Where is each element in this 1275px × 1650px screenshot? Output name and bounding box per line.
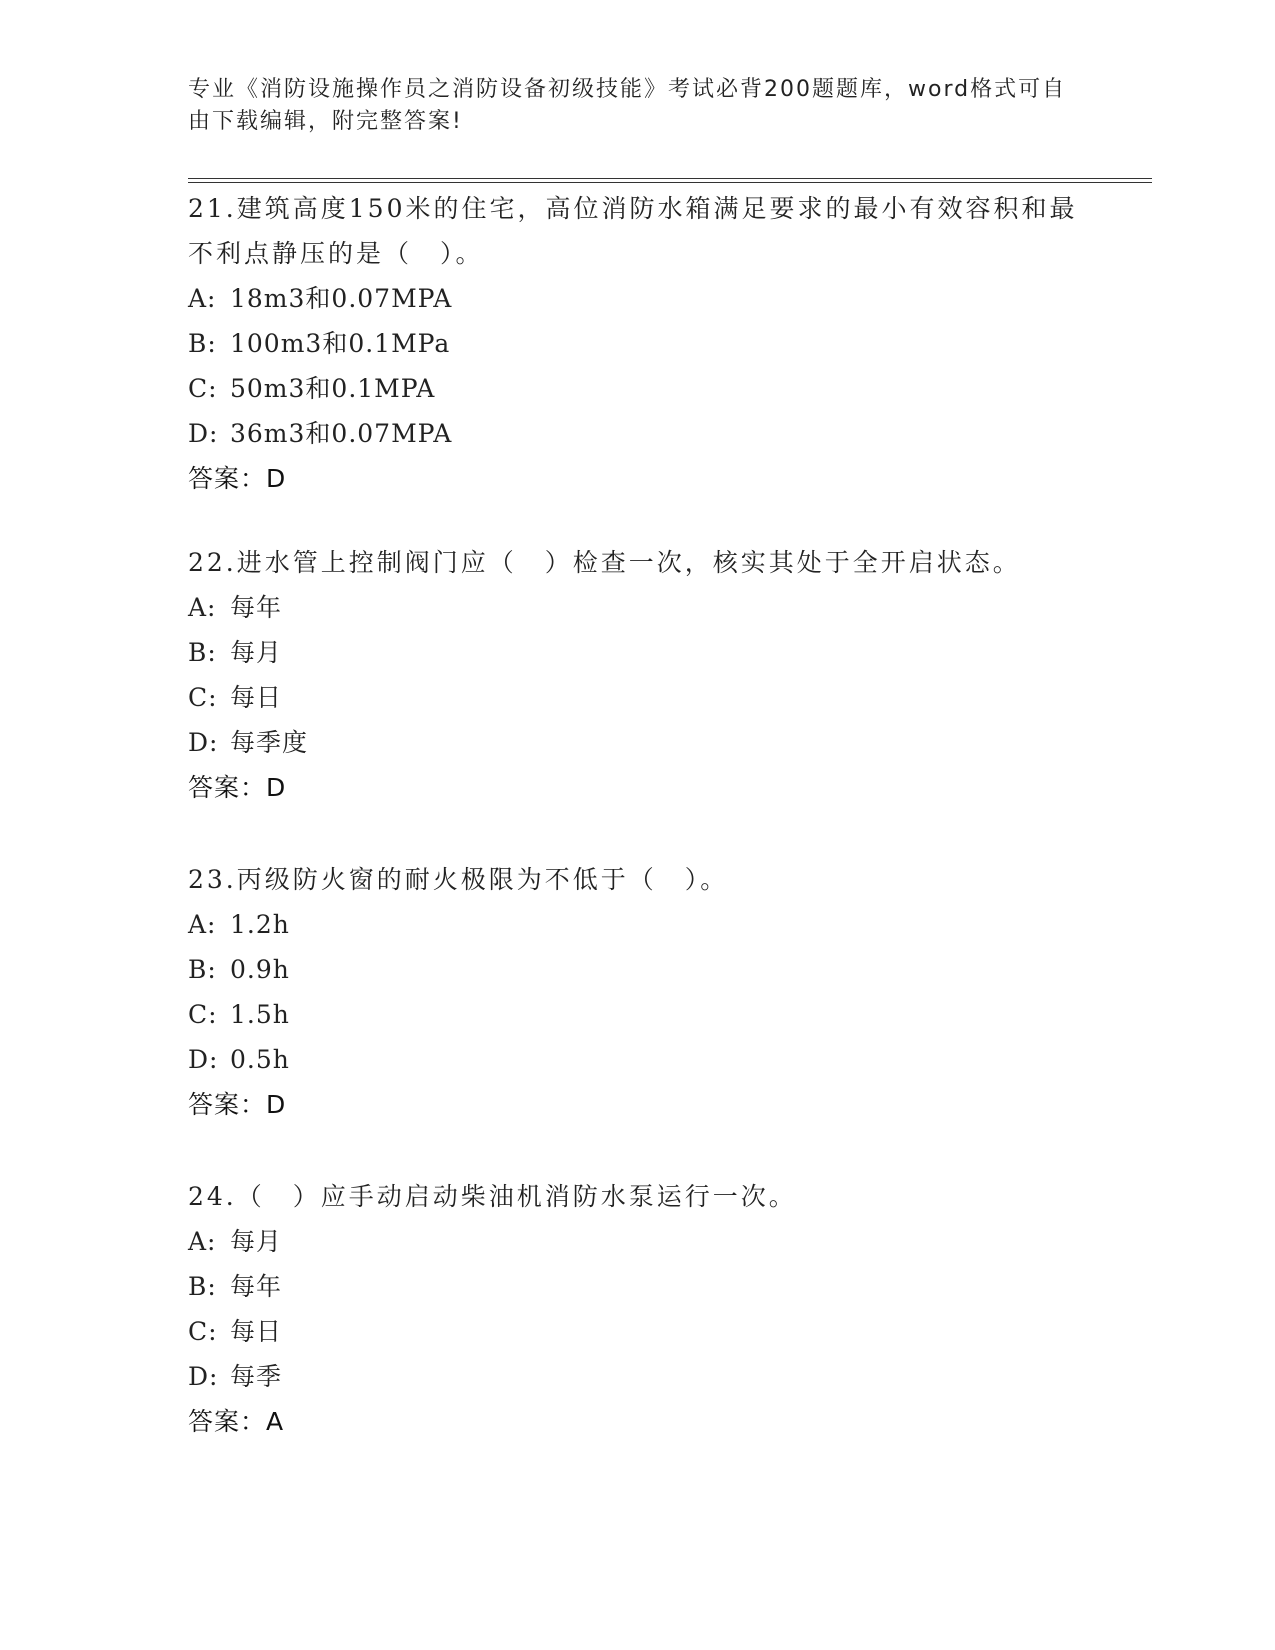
- option-d: [188, 1037, 1088, 1082]
- option-letter: A:: [188, 284, 217, 313]
- option-text: 0.9h: [230, 955, 290, 984]
- option-a: [188, 1219, 1088, 1264]
- option-a: [188, 276, 1088, 321]
- option-letter: A:: [188, 910, 217, 939]
- option-letter: B:: [188, 638, 217, 667]
- option-b: [188, 1264, 1088, 1309]
- option-a: [188, 902, 1088, 947]
- option-text: 1.2h: [230, 910, 290, 939]
- option-text: 每月: [230, 1227, 283, 1256]
- option-text: 每季: [230, 1362, 283, 1391]
- question-stem: 23.丙级防火窗的耐火极限为不低于（ ）。: [188, 865, 729, 894]
- header-divider-top: [188, 178, 1152, 179]
- option-letter: B:: [188, 1272, 217, 1301]
- option-text: 每日: [230, 683, 283, 712]
- option-text: 每日: [230, 1317, 283, 1346]
- option-text: 每月: [230, 638, 283, 667]
- option-d: [188, 1354, 1088, 1399]
- option-letter: D:: [188, 728, 219, 757]
- question-22: [188, 540, 1088, 810]
- option-text: 36m3和0.07MPA: [230, 419, 453, 448]
- option-letter: D:: [188, 1362, 219, 1391]
- option-b: [188, 630, 1088, 675]
- answer-line: 答案：A: [188, 1407, 285, 1436]
- option-letter: C:: [188, 683, 218, 712]
- question-stem: 24.（ ）应手动启动柴油机消防水泵运行一次。: [188, 1182, 797, 1211]
- option-c: [188, 366, 1088, 411]
- option-a: [188, 585, 1088, 630]
- option-b: [188, 321, 1088, 366]
- option-letter: B:: [188, 329, 217, 358]
- option-letter: A:: [188, 1227, 217, 1256]
- option-letter: C:: [188, 1000, 218, 1029]
- option-text: 100m3和0.1MPa: [230, 329, 451, 358]
- option-b: [188, 947, 1088, 992]
- option-text: 18m3和0.07MPA: [230, 284, 453, 313]
- option-text: 1.5h: [230, 1000, 290, 1029]
- question-stem: 21.建筑高度150米的住宅，高位消防水箱满足要求的最小有效容积和最不利点静压的是（ ）。: [188, 194, 1078, 268]
- answer-line: 答案：D: [188, 773, 287, 802]
- option-c: [188, 1309, 1088, 1354]
- document-header: 专业《消防设施操作员之消防设备初级技能》考试必背200题题库，word格式可自由下载编辑，附完整答案!: [188, 77, 1067, 134]
- question-23: [188, 857, 1088, 1127]
- option-d: [188, 411, 1088, 456]
- option-text: 每年: [230, 593, 283, 622]
- option-letter: C:: [188, 1317, 218, 1346]
- question-21: [188, 186, 1088, 501]
- option-d: [188, 720, 1088, 765]
- answer-line: 答案：D: [188, 1090, 287, 1119]
- option-text: 0.5h: [230, 1045, 290, 1074]
- question-24: [188, 1174, 1088, 1444]
- option-text: 每年: [230, 1272, 283, 1301]
- option-c: [188, 675, 1088, 720]
- option-c: [188, 992, 1088, 1037]
- option-letter: D:: [188, 419, 219, 448]
- answer-line: 答案：D: [188, 464, 287, 493]
- option-letter: A:: [188, 593, 217, 622]
- option-letter: B:: [188, 955, 217, 984]
- option-letter: D:: [188, 1045, 219, 1074]
- question-stem: 22.进水管上控制阀门应（ ）检查一次，核实其处于全开启状态。: [188, 548, 1021, 577]
- option-text: 每季度: [230, 728, 309, 757]
- option-text: 50m3和0.1MPA: [230, 374, 436, 403]
- option-letter: C:: [188, 374, 218, 403]
- header-divider-bottom: [188, 182, 1152, 183]
